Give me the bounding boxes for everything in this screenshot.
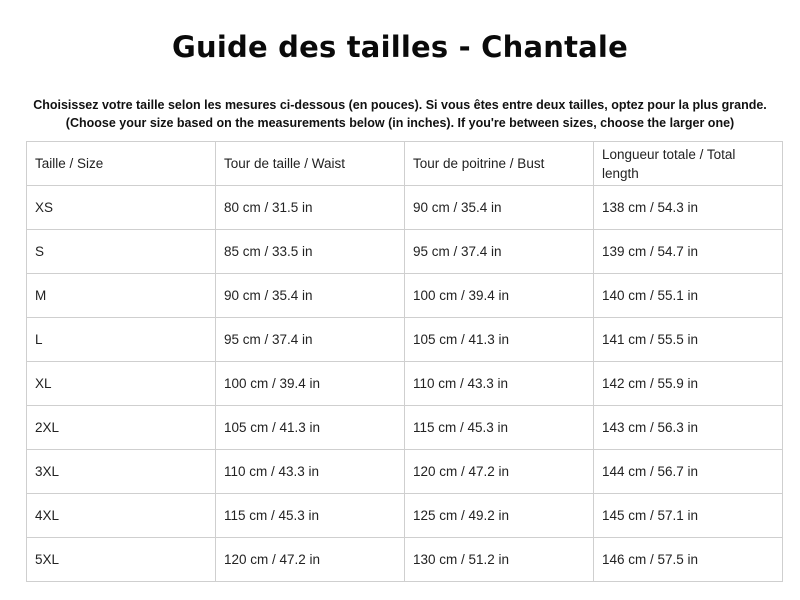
cell-bust: 105 cm / 41.3 in	[405, 318, 594, 362]
cell-size: S	[27, 230, 216, 274]
size-chart-table	[26, 141, 783, 582]
cell-waist: 80 cm / 31.5 in	[216, 186, 405, 230]
cell-waist: 120 cm / 47.2 in	[216, 538, 405, 582]
table-row	[27, 450, 783, 494]
cell-length: 146 cm / 57.5 in	[594, 538, 783, 582]
cell-length: 141 cm / 55.5 in	[594, 318, 783, 362]
table-row	[27, 230, 783, 274]
cell-length: 139 cm / 54.7 in	[594, 230, 783, 274]
instructions-line-french: Choisissez votre taille selon les mesures ci-dessous (en pouces). Si vous êtes entre deux tailles, optez pour la plus grande.	[33, 98, 767, 112]
cell-size: L	[27, 318, 216, 362]
size-instructions	[10, 96, 790, 132]
cell-bust: 90 cm / 35.4 in	[405, 186, 594, 230]
cell-bust: 110 cm / 43.3 in	[405, 362, 594, 406]
cell-length: 144 cm / 56.7 in	[594, 450, 783, 494]
cell-bust: 100 cm / 39.4 in	[405, 274, 594, 318]
header-size: Taille / Size	[27, 142, 216, 186]
table-row	[27, 406, 783, 450]
cell-length: 140 cm / 55.1 in	[594, 274, 783, 318]
header-waist: Tour de taille / Waist	[216, 142, 405, 186]
table-row	[27, 538, 783, 582]
header-bust: Tour de poitrine / Bust	[405, 142, 594, 186]
cell-waist: 100 cm / 39.4 in	[216, 362, 405, 406]
cell-bust: 120 cm / 47.2 in	[405, 450, 594, 494]
cell-length: 142 cm / 55.9 in	[594, 362, 783, 406]
cell-waist: 90 cm / 35.4 in	[216, 274, 405, 318]
table-row	[27, 362, 783, 406]
cell-size: 5XL	[27, 538, 216, 582]
page-title: Guide des tailles - Chantale	[172, 30, 628, 64]
cell-waist: 115 cm / 45.3 in	[216, 494, 405, 538]
cell-size: 2XL	[27, 406, 216, 450]
cell-length: 138 cm / 54.3 in	[594, 186, 783, 230]
cell-size: 3XL	[27, 450, 216, 494]
cell-size: XS	[27, 186, 216, 230]
table-row	[27, 274, 783, 318]
cell-bust: 95 cm / 37.4 in	[405, 230, 594, 274]
cell-size: M	[27, 274, 216, 318]
header-total-length: Longueur totale / Total length	[594, 142, 783, 186]
cell-waist: 95 cm / 37.4 in	[216, 318, 405, 362]
table-row	[27, 494, 783, 538]
cell-length: 143 cm / 56.3 in	[594, 406, 783, 450]
cell-length: 145 cm / 57.1 in	[594, 494, 783, 538]
instructions-line-english: (Choose your size based on the measurements below (in inches). If you're between sizes, choose the larger one)	[65, 116, 735, 130]
table-row	[27, 186, 783, 230]
table-header-row	[27, 142, 783, 186]
cell-bust: 115 cm / 45.3 in	[405, 406, 594, 450]
cell-waist: 85 cm / 33.5 in	[216, 230, 405, 274]
table-row	[27, 318, 783, 362]
cell-waist: 105 cm / 41.3 in	[216, 406, 405, 450]
cell-size: XL	[27, 362, 216, 406]
cell-size: 4XL	[27, 494, 216, 538]
cell-bust: 125 cm / 49.2 in	[405, 494, 594, 538]
cell-waist: 110 cm / 43.3 in	[216, 450, 405, 494]
cell-bust: 130 cm / 51.2 in	[405, 538, 594, 582]
